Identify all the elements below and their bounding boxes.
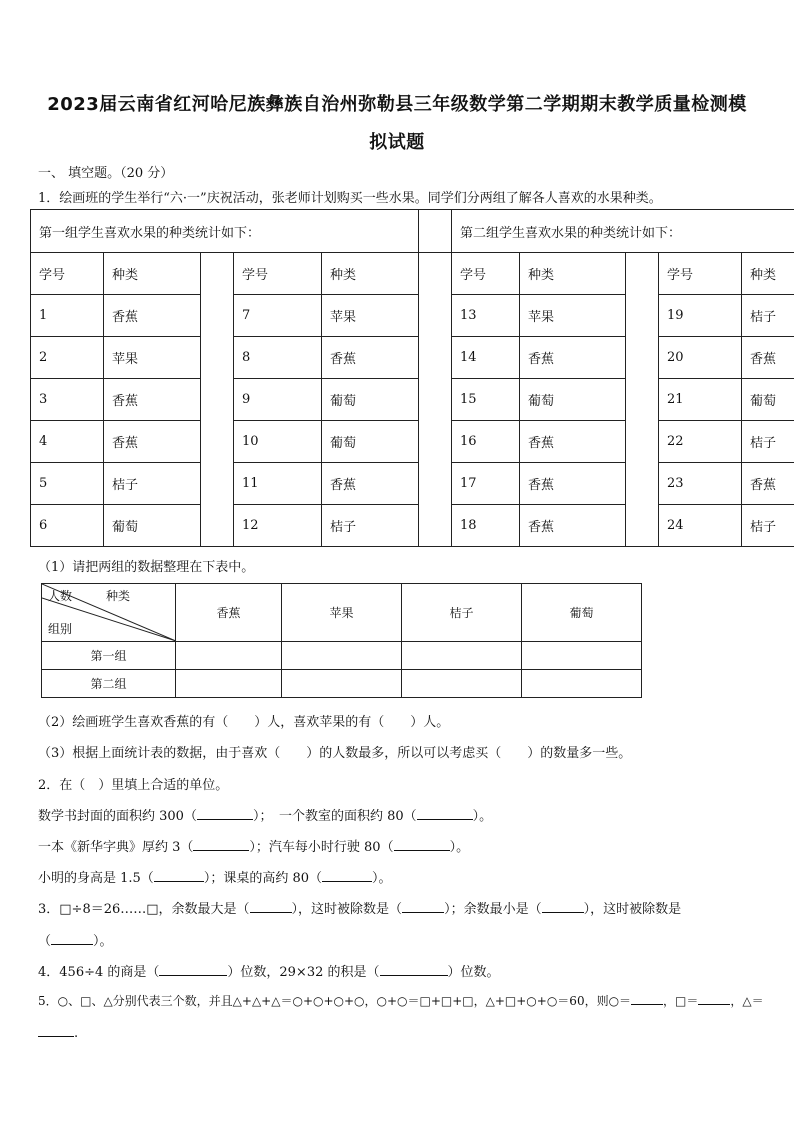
answer-blank[interactable] bbox=[154, 869, 204, 882]
col-header-no: 学号 bbox=[659, 253, 742, 295]
col-header-no: 学号 bbox=[234, 253, 322, 295]
question-4 bbox=[38, 961, 500, 980]
fruit-type: 桔子 bbox=[742, 505, 794, 547]
question-2-line2 bbox=[38, 836, 469, 855]
col-header-no: 学号 bbox=[452, 253, 520, 295]
fruit-type: 香蕉 bbox=[104, 379, 201, 421]
diag-label-people: 人数 bbox=[48, 589, 73, 603]
table-row bbox=[31, 379, 794, 421]
text: 数学书封面的面积约 300（ bbox=[38, 809, 197, 824]
text: ），这时被除数是（ bbox=[291, 902, 403, 917]
student-no: 5 bbox=[31, 463, 104, 505]
text: ）。 bbox=[449, 840, 470, 855]
answer-blank[interactable] bbox=[193, 838, 249, 851]
text: 4．456÷4 的商是（ bbox=[38, 965, 160, 980]
col-header-no: 学号 bbox=[31, 253, 104, 295]
student-no: 17 bbox=[452, 463, 520, 505]
question-5-cont bbox=[38, 1024, 78, 1041]
fruit-type: 桔子 bbox=[742, 421, 794, 463]
answer-blank[interactable] bbox=[250, 900, 292, 913]
student-no: 14 bbox=[452, 337, 520, 379]
fruit-type: 香蕉 bbox=[322, 463, 419, 505]
diagonal-header-cell bbox=[42, 584, 176, 642]
student-no: 10 bbox=[234, 421, 322, 463]
answer-blank[interactable] bbox=[197, 807, 253, 820]
text: ）；余数最小是（ bbox=[444, 902, 542, 917]
question-2-stem: 2．在（ ）里填上合适的单位。 bbox=[38, 778, 229, 793]
fruit-type: 香蕉 bbox=[742, 337, 794, 379]
fruit-type: 桔子 bbox=[322, 505, 419, 547]
answer-cell[interactable] bbox=[282, 670, 402, 698]
table-row bbox=[31, 505, 794, 547]
fruit-type: 苹果 bbox=[104, 337, 201, 379]
question-2-line3 bbox=[38, 867, 392, 886]
student-no: 21 bbox=[659, 379, 742, 421]
summary-table bbox=[41, 583, 642, 698]
fruit-header: 苹果 bbox=[282, 584, 402, 642]
section-heading: 一、 填空题。（20 分） bbox=[38, 166, 174, 181]
diag-label-type: 种类 bbox=[106, 589, 131, 603]
student-no: 22 bbox=[659, 421, 742, 463]
text: ）位数，29×32 的积是（ bbox=[227, 965, 380, 980]
student-no: 23 bbox=[659, 463, 742, 505]
table-gap bbox=[419, 210, 452, 253]
student-no: 7 bbox=[234, 295, 322, 337]
text: ）。 bbox=[372, 871, 392, 886]
answer-cell[interactable] bbox=[522, 670, 642, 698]
student-no: 15 bbox=[452, 379, 520, 421]
answer-blank[interactable] bbox=[159, 963, 227, 976]
student-no: 18 bbox=[452, 505, 520, 547]
group2-caption: 第二组学生喜欢水果的种类统计如下： bbox=[452, 210, 794, 253]
fruit-type: 葡萄 bbox=[742, 379, 794, 421]
fruit-type: 葡萄 bbox=[104, 505, 201, 547]
table-row bbox=[31, 421, 794, 463]
student-no: 11 bbox=[234, 463, 322, 505]
question-1-sub3: （3）根据上面统计表的数据，由于喜欢（ ）的人数最多，所以可以考虑买（ ）的数量多一些。 bbox=[38, 746, 632, 761]
question-3 bbox=[38, 898, 681, 917]
answer-blank[interactable] bbox=[417, 807, 473, 820]
table-gap bbox=[419, 253, 452, 547]
student-no: 3 bbox=[31, 379, 104, 421]
answer-blank[interactable] bbox=[394, 838, 450, 851]
student-no: 1 bbox=[31, 295, 104, 337]
fruit-type: 香蕉 bbox=[322, 337, 419, 379]
page-title-line1: 2023届云南省红河哈尼族彝族自治州弥勒县三年级数学第二学期期末教学质量检测模 bbox=[47, 94, 747, 115]
fruit-type: 葡萄 bbox=[322, 379, 419, 421]
question-3-cont bbox=[38, 930, 113, 949]
fruit-type: 苹果 bbox=[322, 295, 419, 337]
student-no: 24 bbox=[659, 505, 742, 547]
answer-blank[interactable] bbox=[542, 900, 584, 913]
answer-cell[interactable] bbox=[402, 670, 522, 698]
fruit-header: 桔子 bbox=[402, 584, 522, 642]
text: . bbox=[74, 1026, 79, 1041]
fruit-type: 香蕉 bbox=[104, 421, 201, 463]
fruit-type: 葡萄 bbox=[322, 421, 419, 463]
fruit-header: 葡萄 bbox=[522, 584, 642, 642]
fruit-type: 葡萄 bbox=[520, 379, 626, 421]
student-no: 9 bbox=[234, 379, 322, 421]
question-2-line1 bbox=[38, 805, 492, 824]
text: 一本《新华字典》厚约 3（ bbox=[38, 840, 194, 855]
fruit-type: 香蕉 bbox=[520, 337, 626, 379]
answer-cell[interactable] bbox=[522, 642, 642, 670]
text: 3．□÷8＝26……□，余数最大是（ bbox=[38, 902, 250, 917]
student-no: 13 bbox=[452, 295, 520, 337]
fruit-type: 香蕉 bbox=[742, 463, 794, 505]
answer-blank[interactable] bbox=[380, 963, 448, 976]
text: ）； 一个教室的面积约 80（ bbox=[252, 809, 417, 824]
answer-blank[interactable] bbox=[402, 900, 444, 913]
student-no: 12 bbox=[234, 505, 322, 547]
fruit-type: 香蕉 bbox=[520, 421, 626, 463]
fruit-type: 桔子 bbox=[742, 295, 794, 337]
fruit-type: 香蕉 bbox=[520, 505, 626, 547]
fruit-type: 香蕉 bbox=[520, 463, 626, 505]
answer-blank[interactable] bbox=[698, 992, 730, 1005]
text: ）；课桌的高约 80（ bbox=[203, 871, 322, 886]
group1-caption: 第一组学生喜欢水果的种类统计如下： bbox=[31, 210, 419, 253]
answer-cell[interactable] bbox=[176, 670, 282, 698]
table-row bbox=[31, 463, 794, 505]
table-gap bbox=[626, 253, 659, 547]
student-no: 20 bbox=[659, 337, 742, 379]
text: ）。 bbox=[93, 934, 113, 949]
question-5 bbox=[38, 992, 764, 1009]
col-header-type: 种类 bbox=[520, 253, 626, 295]
col-header-type: 种类 bbox=[104, 253, 201, 295]
table-row bbox=[31, 337, 794, 379]
fruit-type: 桔子 bbox=[104, 463, 201, 505]
text: ）。 bbox=[472, 809, 493, 824]
text: ，□＝ bbox=[663, 994, 699, 1008]
page-title-line2: 拟试题 bbox=[369, 132, 425, 153]
student-no: 8 bbox=[234, 337, 322, 379]
table-row bbox=[31, 295, 794, 337]
answer-blank[interactable] bbox=[631, 992, 663, 1005]
answer-blank[interactable] bbox=[322, 869, 372, 882]
text: （ bbox=[38, 934, 52, 949]
text: ）位数。 bbox=[447, 965, 500, 980]
table-gap bbox=[201, 253, 234, 547]
text: ）；汽车每小时行驶 80（ bbox=[249, 840, 394, 855]
answer-cell[interactable] bbox=[402, 642, 522, 670]
answer-cell[interactable] bbox=[282, 642, 402, 670]
group-label: 第一组 bbox=[42, 642, 176, 670]
col-header-type: 种类 bbox=[742, 253, 794, 295]
fruit-type: 苹果 bbox=[520, 295, 626, 337]
text: ，△＝ bbox=[730, 994, 764, 1008]
question-1-sub2: （2）绘画班学生喜欢香蕉的有（ ）人，喜欢苹果的有（ ）人。 bbox=[38, 715, 450, 730]
text: ），这时被除数是 bbox=[583, 902, 682, 917]
question-1-sub1: （1）请把两组的数据整理在下表中。 bbox=[38, 560, 255, 575]
col-header-type: 种类 bbox=[322, 253, 419, 295]
answer-blank[interactable] bbox=[51, 932, 93, 945]
answer-cell[interactable] bbox=[176, 642, 282, 670]
student-no: 4 bbox=[31, 421, 104, 463]
group-label: 第二组 bbox=[42, 670, 176, 698]
text: 小明的身高是 1.5（ bbox=[38, 871, 154, 886]
student-no: 6 bbox=[31, 505, 104, 547]
student-no: 19 bbox=[659, 295, 742, 337]
question-1-stem: 1．绘画班的学生举行“六·一”庆祝活动，张老师计划购买一些水果。同学们分两组了解各人喜欢的水果种类。 bbox=[38, 191, 662, 206]
student-no: 16 bbox=[452, 421, 520, 463]
table-row bbox=[42, 670, 642, 698]
text: 5．○、□、△分别代表三个数，并且△+△+△＝○+○+○+○，○+○＝□+□+□，△+□+○+○＝60，则○＝ bbox=[38, 994, 632, 1008]
diag-label-group: 组别 bbox=[48, 622, 73, 636]
table-row bbox=[42, 642, 642, 670]
answer-blank[interactable] bbox=[38, 1024, 74, 1037]
fruit-survey-table bbox=[30, 209, 794, 547]
fruit-type: 香蕉 bbox=[104, 295, 201, 337]
fruit-header: 香蕉 bbox=[176, 584, 282, 642]
student-no: 2 bbox=[31, 337, 104, 379]
